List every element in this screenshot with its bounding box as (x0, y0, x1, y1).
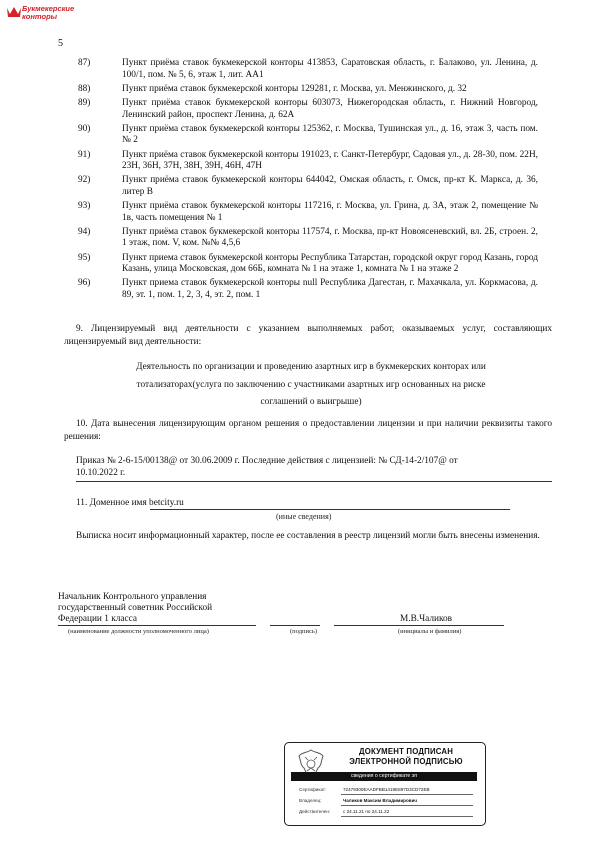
logo-text (22, 5, 74, 21)
position-caption: (наименование должности уполномоченного лица) (68, 628, 209, 635)
position-line-1: Начальник Контрольного управления (58, 592, 207, 602)
divider (58, 625, 256, 626)
order-details (76, 455, 552, 479)
divider (341, 794, 473, 795)
section-9-heading: 9. Лицензируемый вид деятельности с указанием выполняемых работ, оказываемых услуг, составляющих лицензируемый вид деятельности: (64, 324, 552, 347)
list-item (78, 227, 538, 250)
position-line-2: государственный советник Российской (58, 603, 213, 614)
divider (270, 625, 320, 626)
entry-text: Пункт приема ставок букмекерской конторы null Республика Дагестан, г. Махачкала, ул. Коркмасова, д. 89, эт. 1, пом. 1, 2, 3, 4, эт. 2, пом. 1 (122, 278, 538, 301)
entry-number: 88) (78, 83, 91, 94)
list-item (78, 175, 538, 198)
signatory-name: М.В.Чаликов (400, 614, 453, 624)
entry-text: Пункт приема ставок букмекерской конторы Республика Татарстан, городской округ город Казань, город Казань, улица Московская, дом 66Б, комната № 1 на этаже 1, комната № 1 на этаже 2 (122, 252, 538, 275)
entry-number: 93) (78, 201, 91, 212)
divider (150, 509, 510, 510)
section-10-heading: 10. Дата вынесения лицензирующим органом решения о предоставлении лицензии и при наличии реквизиты такого решения: (64, 419, 552, 442)
notice-text: Выписка носит информационный характер, после ее составления в реестр лицензий могли быть внесены изменения. (76, 531, 540, 541)
position-line-3: Федерации 1 класса (58, 614, 137, 625)
other-info-caption: (иные сведения) (276, 512, 332, 521)
divider (341, 816, 473, 817)
list-item (78, 253, 538, 276)
list-item (78, 201, 538, 224)
domain-name: 11. Доменное имя betcity.ru (76, 498, 184, 508)
stamp-title (331, 747, 481, 767)
entry-text: Пункт приёма ставок букмекерской конторы 413853, Саратовская область, г. Балаково, ул. Ленина, д. 100/1, пом. № 5, 6, этаж 1, лит. АА1 (122, 58, 538, 80)
entry-number: 96) (78, 278, 91, 289)
entry-text: Пункт приёма ставок букмекерской конторы 117216, г. Москва, ул. Грина, д. 3А, этаж 2, помещение № 1в, часть помещения № 1 (122, 201, 538, 223)
entry-text: Пункт приёма ставок букмекерской конторы 129281, г. Москва, ул. Менжинского, д. 32 (122, 83, 467, 94)
order-line-1: Приказ № 2-6-15/00138@ от 30.06.2009 г. Последние действия с лицензией: № СД-14-2/107@ от (76, 456, 458, 466)
certificate-value: 72479300EAADFBB1419E897D3CD72EB (343, 787, 430, 792)
electronic-signature-stamp (284, 742, 486, 826)
owner-value: Чаликов Максим Владимирович (343, 798, 418, 803)
signature-caption: (подпись) (290, 628, 317, 635)
validity-label: Действителен: (299, 809, 331, 814)
entry-number: 91) (78, 149, 91, 160)
divider (341, 805, 473, 806)
list-item (78, 124, 538, 147)
entry-text: Пункт приёма ставок букмекерской конторы 125362, г. Москва, Тушинская ул., д. 16, этаж 3, часть пом. № 2 (122, 123, 538, 146)
entry-text: Пункт приёма ставок букмекерской конторы 117574, г. Москва, пр-кт Новоясеневский, вл. 2Б, строен. 2, 1 этаж, пом. V, ком. №№ 4,5,6 (122, 226, 538, 249)
crown-logo-icon (6, 4, 22, 20)
divider (334, 625, 504, 626)
entry-text: Пункт приёма ставок букмекерской конторы 191023, г. Санкт-Петербург, Садовая ул., д. 28-30, пом. 22Н, 23Н, 36Н, 37Н, 38Н, 39Н, 46Н, 47Н (122, 149, 538, 172)
entries-list (78, 58, 538, 304)
stamp-title-line-1: ДОКУМЕНТ ПОДПИСАН (358, 747, 454, 756)
list-item (78, 84, 538, 96)
entry-number: 92) (78, 175, 91, 186)
page-number: 5 (58, 38, 63, 49)
entry-number: 87) (78, 58, 91, 68)
company-logo (6, 4, 96, 28)
order-line-2: 10.10.2022 г. (76, 468, 126, 478)
certificate-label: Сертификат: (299, 787, 327, 792)
list-item (78, 98, 538, 121)
licensed-activity-line-1: Деятельность по организации и проведению азартных игр в букмекерских конторах или (136, 362, 486, 372)
entry-text: Пункт приёма ставок букмекерской конторы 644042, Омская область, г. Омск, пр-кт К. Маркса, д. 36, литер В (122, 175, 538, 197)
list-item (78, 58, 538, 81)
licensed-activity-line-3: соглашений о выигрыше) (260, 397, 362, 407)
divider (76, 481, 552, 482)
licensed-activity (96, 359, 526, 412)
entry-number: 94) (78, 226, 91, 237)
signatory-position (58, 592, 288, 626)
licensed-activity-line-2: тотализаторах(услуга по заключению с участниками азартных игр основанных на риске (136, 379, 486, 390)
list-item (78, 278, 538, 301)
entry-number: 90) (78, 123, 91, 134)
entry-text: Пункт приёма ставок букмекерской конторы 603073, Нижегородская область, г. Нижний Новгород, Ленинский район, проспект Ленина, д. 62А (122, 97, 538, 120)
certificate-info-bar: сведения о сертификате эп (291, 772, 477, 781)
list-item (78, 150, 538, 173)
entry-number: 95) (78, 252, 91, 263)
logo-line-1: Букмекерские (22, 4, 75, 13)
name-caption: (инициалы и фамилия) (398, 628, 462, 635)
stamp-title-line-2: ЭЛЕКТРОННОЙ ПОДПИСЬЮ (349, 757, 463, 766)
owner-label: Владелец: (299, 798, 322, 803)
entry-number: 89) (78, 97, 91, 108)
validity-value: с 24.11.21 по 24.11.22 (343, 809, 390, 814)
logo-line-2: конторы (22, 12, 58, 21)
